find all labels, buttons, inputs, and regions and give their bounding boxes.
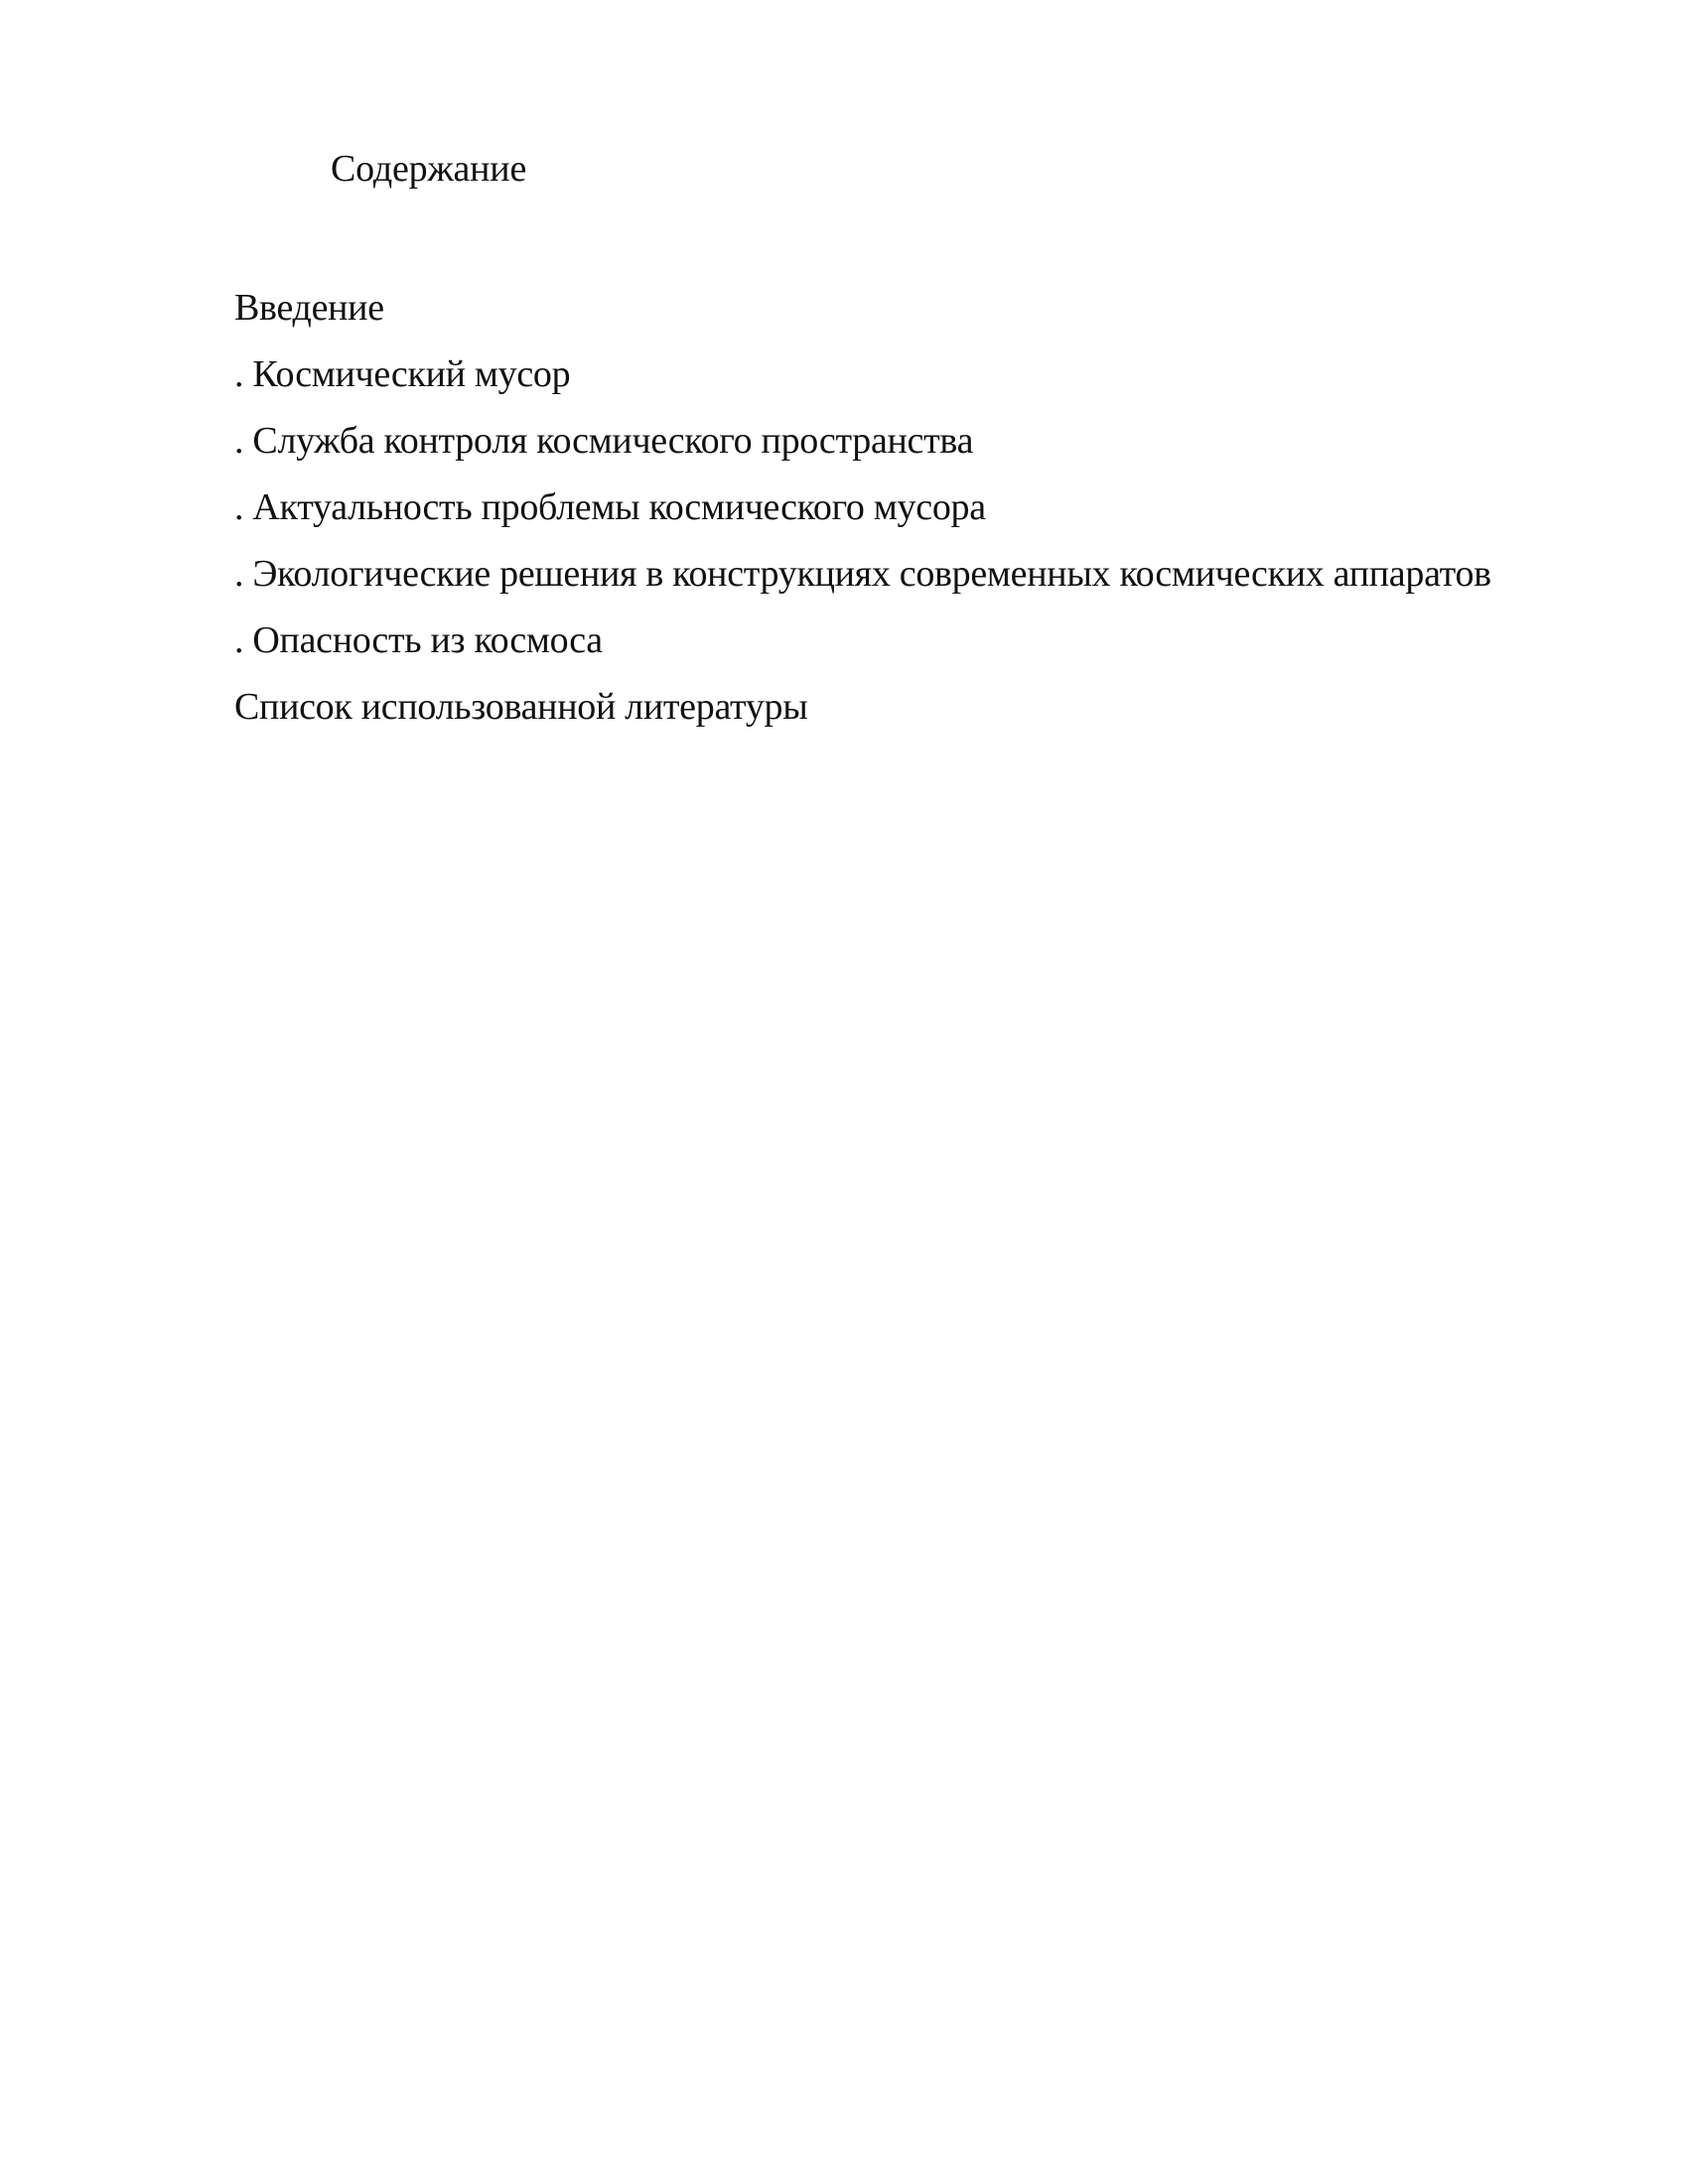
toc-item-problem-relevance: . Актуальность проблемы космического мусора [234,486,986,528]
toc-title: Содержание [331,148,527,190]
toc-item-space-debris: . Космический мусор [234,353,571,395]
toc-item-references: Список использованной литературы [234,686,808,728]
toc-list [234,275,1491,741]
toc-item-introduction: Введение [234,287,384,329]
toc-item-space-surveillance: . Служба контроля космического пространства [234,420,974,462]
toc-item-ecological-solutions: . Экологические решения в конструкциях современных космических аппаратов [234,553,1491,595]
toc-item-danger-from-space: . Опасность из космоса [234,619,603,661]
